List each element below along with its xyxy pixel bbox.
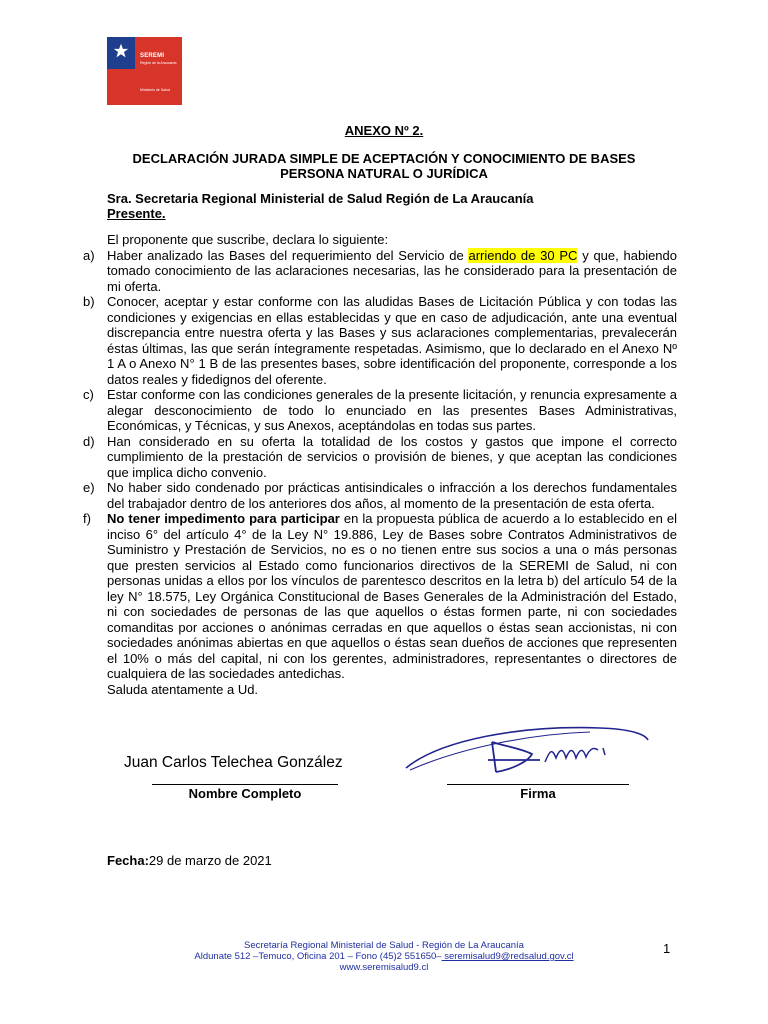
declaration-title-line1: DECLARACIÓN JURADA SIMPLE DE ACEPTACIÓN Y CONOCIMIENTO DE BASES — [132, 151, 636, 166]
list-item-c — [83, 387, 677, 434]
highlighted-service: arriendo de 30 PC — [468, 247, 578, 263]
closing-text: Saluda atentamente a Ud. — [107, 681, 259, 697]
addressee — [107, 191, 534, 221]
addressee-presente: Presente. — [107, 206, 166, 221]
list-item-e — [83, 480, 677, 511]
item-marker: f) — [83, 511, 91, 526]
page-footer — [0, 940, 768, 973]
handwritten-signature — [400, 720, 650, 792]
list-item-f — [83, 511, 677, 682]
intro-text: El proponente que suscribe, declara lo siguiente: — [107, 232, 389, 247]
page-number: 1 — [663, 941, 671, 956]
item-marker: a) — [83, 247, 95, 263]
logo-red-panel — [135, 37, 182, 105]
seremi-logo — [107, 37, 182, 105]
list-item-a — [83, 247, 678, 295]
date-line — [107, 853, 272, 868]
item-a-text-before: Haber analizado las Bases del requerimiento del Servicio de — [107, 247, 469, 263]
declaration-title-line2: PERSONA NATURAL O JURÍDICA — [280, 166, 488, 181]
item-b-text: Conocer, aceptar y estar conforme con las aludidas Bases de Licitación Pública y con todas las condiciones y exigencias en ellas establecidas y que en caso de adjudicación, ante una eventual discrepancia entre nuestra oferta y las Bases y sus aclaraciones complementarias, prevalecerán éstas últimas, las que serán íntegramente respetadas. Asimismo, que lo declarado en el Anexo Nº 1 A o Anexo N° 1 B de las presentes bases, sobre identificación del proponente, corresponde a los datos reales y fidedignos del oferente. — [107, 294, 677, 387]
item-d-text: Han considerado en su oferta la totalidad de los costos y gastos que impone el correcto cumplimiento de la prestación de servicios o provisión de bienes, y que aceptan las condiciones que implica dicho convenio. — [107, 433, 677, 480]
declaration-body — [83, 232, 678, 697]
logo-subtitle: Región de la Araucanía — [140, 61, 177, 65]
footer-institution: Secretaría Regional Ministerial de Salud - Región de La Araucanía — [244, 940, 524, 951]
full-name-label: Nombre Completo — [188, 786, 302, 801]
declaration-title — [0, 151, 768, 181]
item-marker: b) — [83, 294, 95, 309]
signer-name: Juan Carlos Telechea González — [124, 754, 343, 771]
item-a-text-after: y que, habiendo tomado conocimiento de las aclaraciones necesarias, las he considerado para la presentación de mi oferta. — [107, 247, 678, 294]
name-signature-line — [152, 784, 338, 785]
signature-label: Firma — [520, 786, 556, 801]
star-icon — [113, 43, 129, 59]
logo-title: SEREMI — [140, 53, 165, 59]
item-c-text: Estar conforme con las condiciones generales de la presente licitación, y renuncia expresamente a alegar desconocimiento de todo lo enunciado en las presentes Bases Administrativas, Económicas, y Técnicas, y sus Anexos, aceptándolas en todas sus partes. — [107, 387, 677, 433]
item-f-text: en la propuesta pública de acuerdo a lo establecido en el inciso 6° del artículo 4° de la Ley N° 19.886, Ley de Bases sobre Contratos Administrativos de Suministro y Prestación de Servicios, no es o no tienen entre sus socios a una o más personas que presten servicios al Estado como funcionarios directivos de la SEREMI de Salud, ni con personas unidas a ellos por los vínculos de parentesco descritos en la letra b) del artículo 54 de la ley N° 18.575, Ley Orgánica Constitucional de Bases Generales de la Administración del Estado, ni con sociedades de personas de las que aquellos o éstas formen parte, ni con sociedades comanditas por acciones o anónimas cerradas en que aquellos o éstas sean accionistas, ni con sociedades anónimas abiertas en que aquellos o éstas sean dueños de acciones que representen el 10% o más del capital, ni con los gerentes, administradores, representantes o directores de cualquiera de las sociedades antedichas. — [107, 511, 677, 681]
date-value: 29 de marzo de 2021 — [148, 853, 272, 868]
item-f-bold-text: No tener impedimento para participar — [107, 511, 340, 526]
item-marker: e) — [83, 480, 95, 495]
firma-signature-line — [447, 784, 629, 785]
item-marker: d) — [83, 433, 95, 449]
addressee-name: Sra. Secretaria Regional Ministerial de Salud Región de La Araucanía — [107, 191, 534, 206]
date-label: Fecha: — [107, 853, 149, 868]
footer-address-text: Aldunate 512 –Temuco, Oficina 201 – Fono (45)2 551650– — [194, 951, 442, 962]
annex-title: ANEXO Nº 2. — [344, 123, 424, 138]
logo-ministry: Ministerio de Salud — [140, 88, 170, 92]
list-item-b — [83, 294, 677, 387]
item-e-text: No haber sido condenado por prácticas antisindicales o infracción a los derechos fundamentales del trabajador dentro de los anteriores dos años, al momento de la presentación de esta oferta. — [107, 480, 677, 511]
item-marker: c) — [83, 387, 94, 402]
list-item-d — [83, 433, 677, 481]
footer-website[interactable]: www.seremisalud9.cl — [339, 962, 429, 973]
footer-email-link[interactable]: seremisalud9@redsalud.gov.cl — [441, 951, 574, 962]
declaration-items — [83, 247, 678, 682]
logo-red-block — [107, 69, 135, 105]
footer-address — [0, 951, 768, 962]
